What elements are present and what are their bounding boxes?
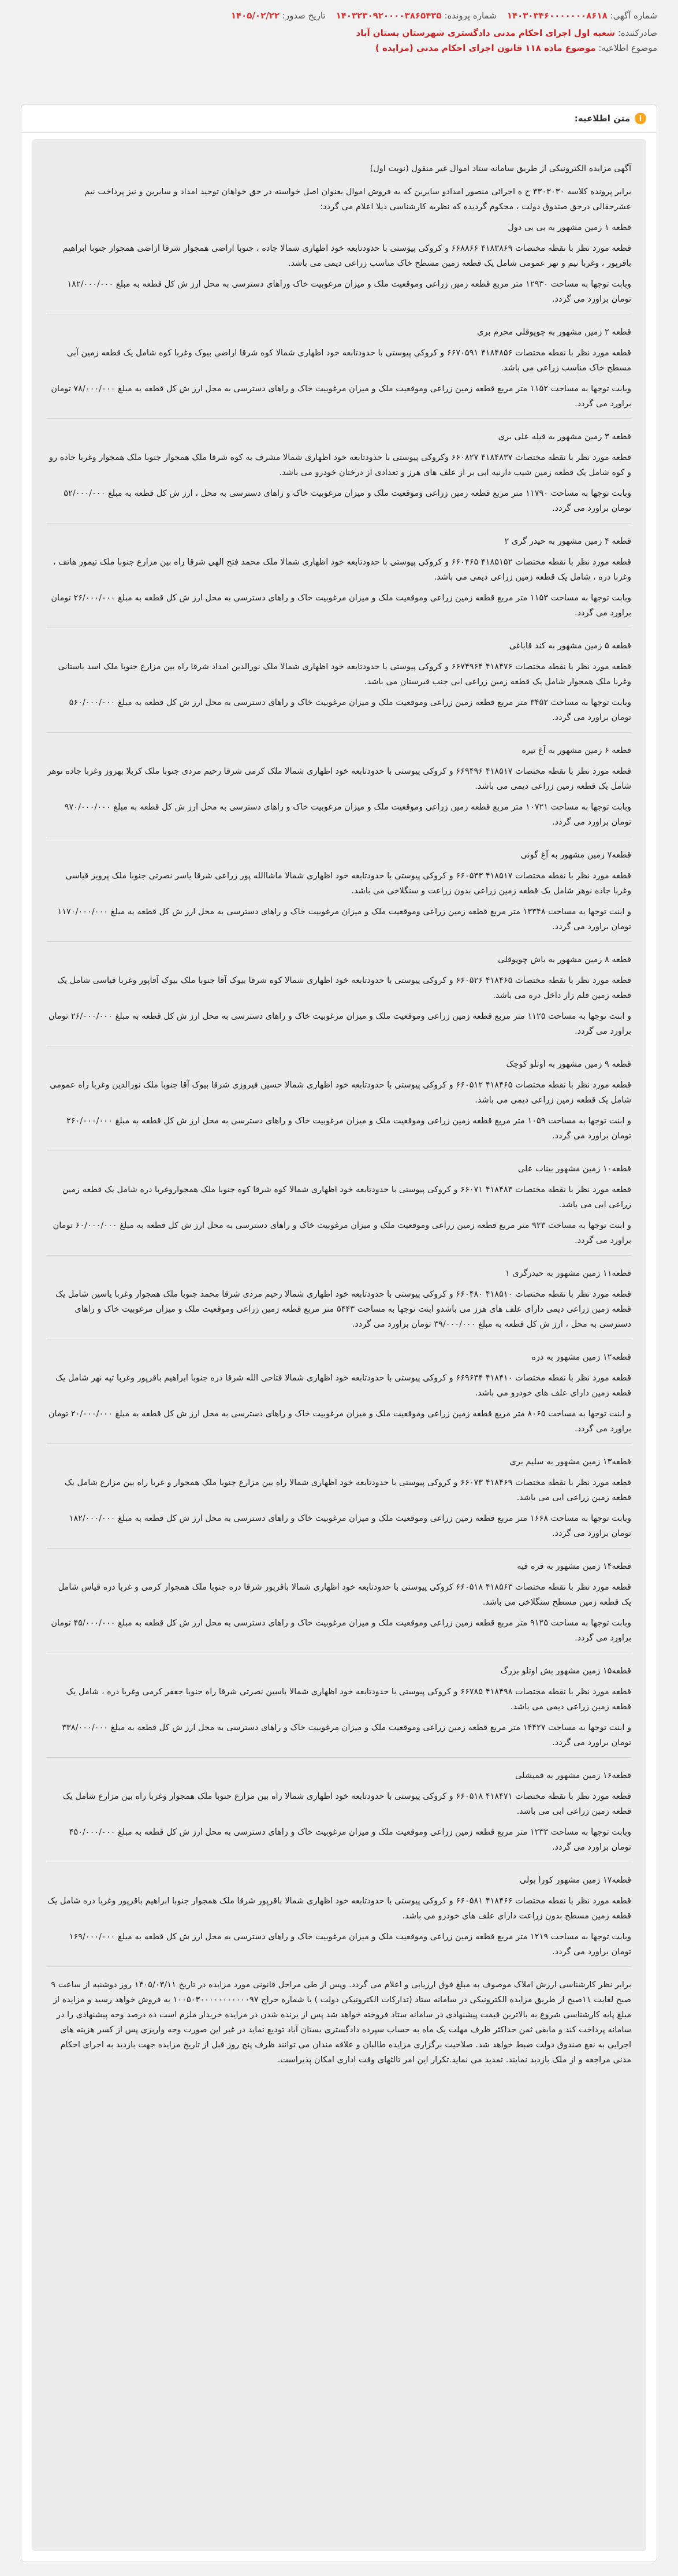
- parcel-description: قطعه مورد نظر با نقطه مختصات ۴۱۸۵۱۵۲ ۶۶۰۴۶۵ و کروکی پیوستی با حدودتابعه خود اظهاری شمالا ملک محمد فتح الهی شرقا راه بین مزارع جنوبا ملک تیمور هاتف ، وغربا دره ، شامل یک قطعه زمین زراعی دیمی می باشد.: [53, 558, 631, 582]
- parcel-list: [47, 220, 631, 1967]
- parcel-description: قطعه مورد نظر با نقطه مختصات ۴۱۸۳۸۶۹ ۶۶۸۸۶۶ و کروکی پیوستی با حدودتابعه خود اظهاری شمالا جاده ، جنوبا اراضی همجوار شرقا اراضی همجوار جنوبا ابراهیم باقرپور ، وغربا نیم و نهر عمومی شامل یک قطعه زمین مسطح خاک مناسب زراعی دیمی می باشد.: [62, 244, 631, 268]
- parcel-title: قطعه ۸ زمین مشهور به باش چوپوقلی: [498, 955, 631, 964]
- parcel-item: [47, 1559, 631, 1653]
- parcel-title: قطعه۱۵ زمین مشهور بش اوتلو بزرگ: [500, 1666, 631, 1676]
- parcel-description: قطعه مورد نظر با نقطه مختصات ۴۱۸۴۶۵ ۶۶۰۵۱۲ و کروکی پیوستی با حدودتابعه خود اظهاری شمالا حسین فیروزی شرقا بیوک آقا جنوبا ملک نورالدین وغربا راه عمومی شامل یک قطعه زمین زراعی دیمی می باشد.: [50, 1081, 631, 1105]
- parcel-valuation: و ابنت توجها به مساحت ۱۰۵۹ متر مربع قطعه زمین زراعی وموقعیت ملک و میزان مرغوبیت خاک و راهای دسترسی به محل ارز ش کل قطعه به مبلغ ۲۶۰/۰۰۰/۰۰۰ تومان براورد می گردد.: [66, 1116, 631, 1141]
- parcel-title: قطعه۱۶ زمین مشهور به قمیشلی: [515, 1771, 631, 1780]
- parcel-description: قطعه مورد نظر با نقطه مختصات ۴۱۸۵۱۰ ۶۶۰۴۸۰ و کروکی پیوستی با حدودتابعه خود اظهاری شمالا رحیم مردی شرقا محمد جنوبا ملک همجوار وغربا یاسین شامل یک قطعه زمین زراعی دیمی دارای علف های هرز می باشدو ابنت توجها به مساحت ۵۴۴۳ متر مربع قطعه زمین زراعی وموقعیت ملک و میزان مرغوبیت خاک و راهای دسترسی به محل ، ارز ش کل قطعه به مبلغ ۳۹/۰۰۰/۰۰۰ تومان براورد می گردد.: [55, 1290, 631, 1329]
- issue-date-value: ۱۴۰۵/۰۲/۲۲: [230, 10, 280, 21]
- serial-number-label: شماره پرونده:: [444, 10, 497, 21]
- notice-card-header: [21, 105, 657, 133]
- parcel-item: [47, 1161, 631, 1256]
- parcel-item: [47, 325, 631, 419]
- parcel-item: [47, 1873, 631, 1967]
- parcel-valuation: وبابت توجها به مساحت ۱۶۶۸ متر مربع قطعه زمین زراعی وموقعیت ملک و میزان مرغوبیت خاک و راهای دسترسی به محل ارز ش کل قطعه به مبلغ ۱۸۲/۰۰۰/۰۰۰ تومان براورد می گردد.: [69, 1514, 631, 1538]
- parcel-divider: [47, 1443, 631, 1444]
- parcel-valuation: وبابت توجها به مساحت ۱۲۹۳۰ متر مربع قطعه زمین زراعی وموقعیت ملک و میزان مرغوبیت خاک وراهای دسترسی به محل ارز ش کل قطعه به مبلغ ۱۸۲/۰۰۰/۰۰۰ تومان براورد می گردد.: [67, 280, 631, 304]
- parcel-valuation: وبابت توجها به مساحت ۱۱۷۹۰ متر مربع قطعه زمین زراعی وموقعیت ملک و میزان مرغوبیت خاک و راهای دسترسی به محل ، ارز ش کل قطعه به مبلغ ۵۲/۰۰۰/۰۰۰ تومان براورد می گردد.: [64, 489, 631, 513]
- parcel-item: [47, 1454, 631, 1549]
- parcel-description: قطعه مورد نظر با نقطه مختصات ۴۱۸۵۱۷ ۶۶۰۵۳۳ و کروکی پیوستی با حدودتابعه خود اظهاری شمالا ماشاالله پور زراعی شرقا یاسر نصرتی جنوبا ملک پرویز قیاسی وغربا جاده نوهر شامل یک قطعه زمین زراعی بدون زراعت و سنگلاخی می باشد.: [65, 871, 631, 896]
- parcel-item: [47, 429, 631, 524]
- parcel-divider: [47, 1548, 631, 1549]
- parcel-valuation: وبابت توجها به مساحت ۱۰۷۲۱ متر مربع قطعه زمین زراعی وموقعیت ملک و میزان مرغوبیت خاک و راهای دسترسی به محل ارز ش کل قطعه به مبلغ ۹۷۰/۰۰۰/۰۰۰ تومان براورد می گردد.: [64, 803, 631, 827]
- subject-value: موضوع ماده ۱۱۸ قانون اجرای احکام مدنی (مزایده ): [375, 43, 596, 53]
- parcel-title: قطعه۷ زمین مشهور به آغ گونی: [520, 851, 631, 860]
- parcel-title: قطعه۱۷ زمین مشهور کورا بولی: [519, 1876, 631, 1885]
- notice-number: [507, 10, 657, 21]
- parcel-description: قطعه مورد نظر با نقطه مختصات ۴۱۸۴۸۵۶ ۶۶۷۰۵۹۱ و کروکی پیوستی با حدودتابعه خود اظهاری شمالا کوه شرقا اراضی بیوک وغربا کوه شامل یک قطعه زمین آبی مسطح خاک مناسب زراعی می باشد.: [66, 348, 631, 373]
- parcel-divider: [47, 1150, 631, 1151]
- parcel-valuation: و ابنت توجها به مساحت ۱۱۲۵ متر مربع قطعه زمین زراعی وموقعیت ملک و میزان مرغوبیت خاک و راهای دسترسی به محل ارز ش کل قطعه به مبلغ ۲۶/۰۰۰/۰۰۰ تومان براورد می گردد.: [48, 1012, 631, 1036]
- serial-number: [336, 10, 497, 21]
- issuer-label: صادرکننده:: [617, 28, 657, 38]
- parcel-item: [47, 1768, 631, 1862]
- parcel-valuation: و ابنت توجها به مساحت ۹۲۳ متر مربع قطعه زمین زراعی وموقعیت ملک و میزان مرغوبیت خاک و راهای دسترسی به محل ارز ش کل قطعه به مبلغ ۶۰/۰۰۰/۰۰۰ تومان براورد می گردد.: [53, 1221, 631, 1245]
- parcel-description: قطعه مورد نظر با نقطه مختصات ۴۱۸۴۹۸ ۶۶۷۸۵ و کروکی پیوستی با حدودتابعه خود اظهاری شمالا یاسین نصرتی شرقا راه جنوبا جعفر کرمی وغربا دره ، شامل یک قطعه زمین زراعی دیمی می باشد.: [66, 1687, 631, 1712]
- notice-number-value: ۱۴۰۳۰۳۴۶۰۰۰۰۰۰۰۸۶۱۸: [506, 10, 608, 21]
- parcel-title: قطعه ۱ زمین مشهور به بی بی دول: [508, 223, 631, 232]
- parcel-description: قطعه مورد نظر با نقطه مختصات ۴۱۸۴۷۶ ۶۶۷۴۹۶۴ و کروکی پیوستی با حدودتابعه خود اظهاری شمالا ملک نورالدین امداد شرقا راه بین مزارع جنوبا ملک اسد باستانی وغربا ملک همجوار شامل یک قطعه زمین زراعی ابی جنب قبرستان می باشد.: [58, 662, 631, 686]
- parcel-divider: [47, 1757, 631, 1758]
- parcel-divider: [47, 523, 631, 524]
- parcel-title: قطعه ۵ زمین مشهور به کند قاباغی: [509, 641, 631, 651]
- parcel-description: قطعه مورد نظر با نقطه مختصات ۴۱۸۴۷۱ ۶۶۰۵۱۸ و کروکی پیوستی با حدودتابعه خود اظهاری شمالا راه بین مزارع جنوبا ملک همجوار وغربا راه بین مزارع شامل یک قطعه زمین زراعی ابی می باشد.: [62, 1792, 631, 1816]
- parcel-item: [47, 220, 631, 314]
- issue-date-label: تاریخ صدور:: [282, 10, 326, 21]
- parcel-valuation: و ابنت توجها به مساحت ۱۳۳۴۸ متر مربع قطعه زمین زراعی وموقعیت ملک و میزان مرغوبیت خاک و راهای دسترسی به محل ارز ش کل قطعه به مبلغ ۱۱۷۰/۰۰۰/۰۰۰ تومان براورد می گردد.: [57, 907, 631, 931]
- parcel-title: قطعه۱۱ زمین مشهور به حیدرگری ۱: [505, 1269, 631, 1278]
- parcel-valuation: وبابت توجها به مساحت ۱۲۳۳ متر مربع قطعه زمین زراعی وموقعیت ملک و میزان مرغوبیت خاک و راهای دسترسی به محل ارز ش کل قطعه به مبلغ ۴۵۰/۰۰۰/۰۰۰ تومان براورد می گردد.: [69, 1828, 631, 1852]
- notice-card: [21, 104, 657, 2562]
- parcel-divider: [47, 941, 631, 942]
- notice-text: [32, 139, 646, 2551]
- parcel-description: قطعه مورد نظر با نقطه مختصات ۴۱۸۴۸۳ ۶۶۰۷۱ و کروکی پیوستی با حدودتابعه خود اظهاری شمالا کوه شرقا کوه جنوبا ملک همجواروغربا دره شامل یک قطعه زمین زراعی ابی می باشد.: [62, 1185, 631, 1209]
- notice-intro: برابر پرونده کلاسه ۳۳۰۳۰۳۰ ح ه اجرائی منصور امدادو سایرین که به فروش اموال بعنوان اصل خواسته در حق خواهان توحید امداد و سایرین و نیز پرداخت نیم عشرحقالی درحق صندوق دولت ، محکوم گردیده که نظریه کارشناسی ذیلا اعلام می گردد:: [84, 187, 631, 211]
- parcel-title: قطعه ۶ زمین مشهور به آغ تپره: [521, 746, 631, 755]
- parcel-description: قطعه مورد نظر با نقطه مختصات ۴۱۸۵۱۷ ۶۶۹۴۹۶ و کروکی پیوستی با حدودتابعه خود اظهاری شمالا ملک کرمی شرقا رحیم مردی جنوبا ملک کربلا بهروز وغربا جاده نوهر شامل یک قطعه زمین زراعی دیمی می باشد.: [47, 767, 631, 791]
- info-icon: i: [635, 113, 646, 124]
- parcel-item: [47, 952, 631, 1046]
- serial-number-value: ۱۴۰۳۲۳۰۹۲۰۰۰۰۳۸۶۵۴۳۵: [336, 10, 442, 21]
- parcel-title: قطعه۱۳ زمین مشهور به سلیم بری: [509, 1457, 631, 1467]
- notice-footer: برابر نظر کارشناسی ارزش املاک موصوف به مبلغ فوق ارزیابی و اعلام می گردد. وپس از طی مراحل قانونی مورد مزایده در تاریخ ۱۴۰۵/۰۳/۱۱ روز دوشنبه از ساعت ۹ صبح لغایت ۱۱صبح از طریق مزایده الکترونیکی در سامانه ستاد (تدارکات الکترونیکی دولت ) با شماره حراج ۱۰۰۵۰۳۰۰۰۰۰۰۰۰۰۰۰۹۷ به فروش خواهد رسید و مزایده از مبلغ پایه کارشناسی شروع به بالاترین قیمت پیشنهادی در سامانه ستاد فروخته خواهد شد پس از برنده شدن در مزایده خریدار ملزم است ده درصد وجه پیشنهادی را در سامانه پرداخت کند و مابقی ثمن حداکثر ظرف مهلت یک ماه به حساب سپرده دادگستری بستان آباد تودیع نماید در غیر این صورت وجه واریزی پس از کسر هزینه های اجرایی به نفع صندوق دولت ضبط خواهد شد. صلاحیت برگزاری مزایده طالبان و علاقه مندان می توانند ظرف پنج روز قبل از تاریخ مزایده جهت بازدید به اجرای احکام مدنی مراجعه و از ملک بازدید نمایند. تمدید می نماید.تکرار این امر تالثهای وقت اداری امکان پذیراست.: [51, 1980, 631, 2065]
- issuer-value: شعبه اول اجرای احکام مدنی دادگستری شهرستان بستان آباد: [356, 28, 615, 38]
- parcel-valuation: و ابنت توجها به مساحت ۱۴۴۲۷ متر مربع قطعه زمین زراعی وموقعیت ملک و میزان مرغوبیت خاک و راهای دسترسی به محل ارز ش کل قطعه به مبلغ ۳۳۸/۰۰۰/۰۰۰ تومان براورد می گردد.: [62, 1723, 631, 1747]
- subject-label: موضوع اطلاعیه:: [598, 43, 657, 53]
- notice-meta-right: [231, 10, 657, 21]
- issue-date: [231, 10, 326, 21]
- parcel-title: قطعه۱۲ زمین مشهور به دره: [531, 1353, 631, 1362]
- parcel-title: قطعه ۳ زمین مشهور به قیله علی بری: [498, 432, 631, 441]
- parcel-item: [47, 1057, 631, 1151]
- parcel-description: قطعه مورد نظر با نقطه مختصات ۴۱۸۴۶۵ ۶۶۰۵۲۶ و کروکی پیوستی با حدودتابعه خود اظهاری شمالا کوه شرقا بیوک آقا جنوبا ملک بیوک آقاپور وغربا قیاسی شامل یک قطعه زمین قلم زار داخل دره می باشد.: [57, 976, 631, 1000]
- parcel-title: قطعه ۹ زمین مشهور به اوتلو کوچک: [506, 1060, 631, 1069]
- parcel-title: قطعه۱۴ زمین مشهور به قره قیه: [517, 1562, 631, 1571]
- parcel-valuation: وبابت توجها به مساحت ۱۱۵۲ متر مربع قطعه زمین زراعی وموقعیت ملک و میزان مرغوبیت خاک و راهای دسترسی به محل ارز ش کل قطعه به مبلغ ۷۸/۰۰۰/۰۰۰ تومان براورد می گردد.: [51, 384, 631, 409]
- parcel-description: قطعه مورد نظر با نقطه مختصات ۴۱۸۴۱۰ ۶۶۹۶۳۴ و کروکی پیوستی با حدودتابعه خود اظهاری شمالا فتاحی الله شرقا دره جنوبا ابراهیم باقرپور وغربا تپه نهر شامل یک قطعه زمین دارای علف های خودرو می باشد.: [55, 1374, 631, 1398]
- parcel-item: [47, 639, 631, 733]
- issuer-line: [0, 23, 678, 38]
- parcel-divider: [47, 1966, 631, 1967]
- parcel-item: [47, 1664, 631, 1758]
- parcel-item: [47, 1266, 631, 1339]
- parcel-valuation: وبابت توجها به مساحت ۳۴۵۲ متر مربع قطعه زمین زراعی وموقعیت ملک و میزان مرغوبیت خاک و راهای دسترسی به محل ارز ش کل قطعه به مبلغ ۵۶۰/۰۰۰/۰۰۰ تومان براورد می گردد.: [69, 698, 631, 722]
- parcel-valuation: وبابت توجها به مساحت ۱۲۱۹ متر مربع قطعه زمین زراعی وموقعیت ملک و میزان مرغوبیت خاک و راهای دسترسی به محل ارز ش کل قطعه به مبلغ ۱۶۹/۰۰۰/۰۰۰ تومان براورد می گردد.: [69, 1932, 631, 1957]
- parcel-title: قطعه ۲ زمین مشهور به چوپوقلی محرم بری: [477, 328, 631, 337]
- parcel-description: قطعه مورد نظر با نقطه مختصات ۴۱۸۵۶۳ ۶۶۰۵۱۸ کروکی پیوستی با حدودتابعه خود اظهاری شمالا باقرپور شرقا دره جنوبا ملک همجوار کرمی و غربا دره قیاس شامل یک قطعه زمین مسطح سنگلاخی می باشد.: [58, 1583, 631, 1607]
- parcel-valuation: وبابت توجها به مساحت ۹۱۲۵ متر مربع قطعه زمین زراعی وموقعیت ملک و میزان مرغوبیت خاک و راهای دسترسی به محل ارز ش کل قطعه به مبلغ ۴۵/۰۰۰/۰۰۰ تومان براورد می گردد.: [51, 1619, 631, 1643]
- parcel-title: قطعه ۴ زمین مشهور به حیدر گری ۲: [504, 537, 631, 546]
- parcel-valuation: و ابنت توجها به مساحت ۸۰۶۵ متر مربع قطعه زمین زراعی وموقعیت ملک و میزان مرغوبیت خاک و راهای دسترسی به محل ارز ش کل قطعه به مبلغ ۲۰/۰۰۰/۰۰۰ تومان براورد می گردد.: [48, 1409, 631, 1434]
- notice-card-title: متن اطلاعیه:: [574, 113, 630, 124]
- subject-line: [0, 38, 678, 53]
- parcel-divider: [47, 732, 631, 733]
- parcel-item: [47, 743, 631, 837]
- notice-heading: آگهی مزایده الکترونیکی از طریق سامانه ستاد اموال غیر منقول (نوبت اول): [370, 164, 631, 173]
- parcel-item: [47, 848, 631, 942]
- parcel-description: قطعه مورد نظر با نقطه مختصات ۴۱۸۴۸۳۷ ۶۶۰۸۲۷ وکروکی پیوستی با حدودتابعه خود اظهاری شمالا مشرف به کوه شرقا ملک همجوار جنوبا ملک همجوار وغربا جاده رو و کوه شامل یک قطعه زمین شیب دارنیه ابی بر از علف های هرز و تعدادی از درختان خودرو می باشد.: [49, 453, 631, 477]
- notice-number-label: شماره آگهی:: [610, 10, 657, 21]
- parcel-valuation: وبابت توجها به مساحت ۱۱۵۳ متر مربع قطعه زمین زراعی وموقعیت ملک و میزان مرغوبیت خاک و راهای دسترسی به محل ارز ش کل قطعه به مبلغ ۲۶/۰۰۰/۰۰۰ تومان براورد می گردد.: [51, 593, 631, 618]
- parcel-description: قطعه مورد نظر با نقطه مختصات ۴۱۸۴۶۹ ۶۶۰۷۳ و کروکی پیوستی با حدودتابعه خود اظهاری شمالا راه بین مزارع جنوبا ملک همجوار و غربا راه بین مزارع شامل یک قطعه زمین زراعی ابی می باشد.: [64, 1478, 631, 1502]
- parcel-divider: [47, 1255, 631, 1256]
- parcel-item: [47, 534, 631, 628]
- parcel-divider: [47, 418, 631, 419]
- parcel-item: [47, 1350, 631, 1444]
- parcel-title: قطعه۱۰ زمین مشهور بیناب علی: [517, 1164, 631, 1174]
- parcel-description: قطعه مورد نظر با نقطه مختصات ۴۱۸۴۶۶ ۶۶۰۵۸۱ و کروکی پیوستی با حدودتابعه خود اظهاری شمالا باقرپور شرقا ملک همجوار جنوبا ابراهیم باقرپور وغربا دره شامل یک قطعه زمین مسطح بدون زراعت دارای علف های خودرو می باشد.: [47, 1896, 631, 1921]
- notice-meta-bar: [0, 0, 678, 23]
